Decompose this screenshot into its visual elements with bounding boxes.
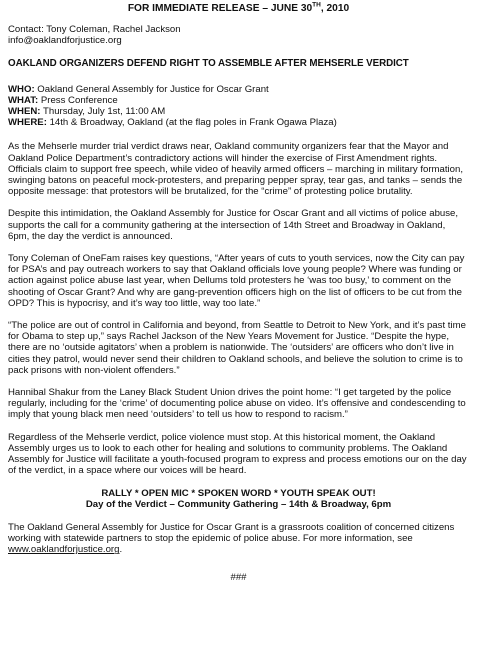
where-line	[8, 117, 469, 128]
when-label: WHEN:	[8, 106, 41, 118]
closing-paragraph	[8, 522, 469, 556]
paragraph-gathering: Despite this intimidation, the Oakland Assembly for Justice for Oscar Grant and all victims of police abuse, supports the call for a community gathering at the intersection of 14th Street and Broadway in Oakland, 6pm, the day the verdict is announced.	[8, 208, 459, 242]
where-value: 14th & Broadway, Oakland (at the flag poles in Frank Ogawa Plaza)	[46, 117, 337, 129]
closing-text: The Oakland General Assembly for Justice for Oscar Grant is a grassroots coalition of concerned citizens working with statewide partners to stop the epidemic of police abuse. For more information, see	[8, 521, 455, 545]
website-link[interactable]: www.oaklandforjustice.org	[8, 544, 120, 556]
end-mark: ###	[230, 571, 247, 583]
rally-line-1: RALLY * OPEN MIC * SPOKEN WORD * YOUTH SPEAK OUT!	[101, 487, 376, 499]
contact-block	[8, 24, 469, 46]
contact-names: Contact: Tony Coleman, Rachel Jackson	[8, 24, 181, 35]
headline: OAKLAND ORGANIZERS DEFEND RIGHT TO ASSEMBLE AFTER MEHSERLE VERDICT	[8, 58, 409, 70]
release-year: , 2010	[320, 3, 350, 14]
who-value: Oakland General Assembly for Justice for Oscar Grant	[34, 83, 269, 95]
closing-period: .	[119, 544, 123, 556]
what-label: WHAT:	[8, 94, 39, 106]
who-label: WHO:	[8, 83, 35, 95]
rally-line-2: Day of the Verdict – Community Gathering – 14th & Broadway, 6pm	[85, 498, 392, 510]
paragraph-coleman-quote: Tony Coleman of OneFam raises key questions, “After years of cuts to youth services, now the City can pay for PSA’s and pay outreach workers to say that Oakland officials love young people? Where was funding or action against police abuse last year, when Dellums told protesters he ‘was too busy,’ to comment on the shooting of Oscar Grant? And why are gang-prevention officers high on the list of officers to be cut from the OPD? This is hypocrisy, and it’s way too little, way too late.”	[8, 253, 465, 309]
release-label: FOR IMMEDIATE RELEASE – JUNE 30	[127, 3, 313, 14]
when-line	[8, 106, 469, 117]
contact-email: info@oaklandforjustice.org	[8, 35, 122, 47]
what-value: Press Conference	[38, 94, 118, 106]
paragraph-verdict: Regardless of the Mehserle verdict, police violence must stop. At this historical moment, the Oakland Assembly urges us to look to each other for healing and solutions to community problems. The Oakland Assembly for Justice will facilitate a youth-focused program to express and process emotions our on the day of the verdict, in a space where our voices will be heard.	[8, 431, 467, 477]
rally-block	[8, 488, 469, 510]
when-value: Thursday, July 1st, 11:00 AM	[40, 106, 166, 118]
paragraph-shakur-quote: Hannibal Shakur from the Laney Black Student Union drives the point home: “I get targeted by the police regularly, including for the ‘crime’ of documenting police abuse on video. It’s offensive and condescending to imply that young black men need ‘outsiders’ to tell us how to respond to racism.”	[8, 387, 466, 421]
event-details	[8, 84, 469, 129]
release-date-suffix: TH	[312, 1, 321, 9]
where-label: WHERE:	[8, 117, 47, 129]
paragraph-jackson-quote: “The police are out of control in California and beyond, from Seattle to Detroit to New York, and it’s past time for Obama to step up,” says Rachel Jackson of the New Years Movement for Justice. “Despite the hype, there are no ‘outside agitators’ when a problem is nationwide. The ‘outsiders’ are officers who don’t live in cities they patrol, would never send their children to Oakland schools, and believe the solution to crime is to pack prisons with non-violent offenders.”	[8, 320, 466, 376]
paragraph-intro: As the Mehserle murder trial verdict draws near, Oakland community organizers fear that the Mayor and Oakland Police Department’s contradictory actions will hinder the exercise of First Amendment rights. Officials claim to support free speech, while video of heavily armed officers – marching in military formation, swinging batons on peaceful mock-protesters, and preparing pepper spray, tear gas, and tanks – sends the opposite message: that protestors will be brutalized, for the “crime” of protesting police brutality.	[8, 141, 464, 198]
who-line	[8, 84, 469, 95]
release-line	[8, 3, 469, 15]
what-line	[8, 95, 469, 106]
